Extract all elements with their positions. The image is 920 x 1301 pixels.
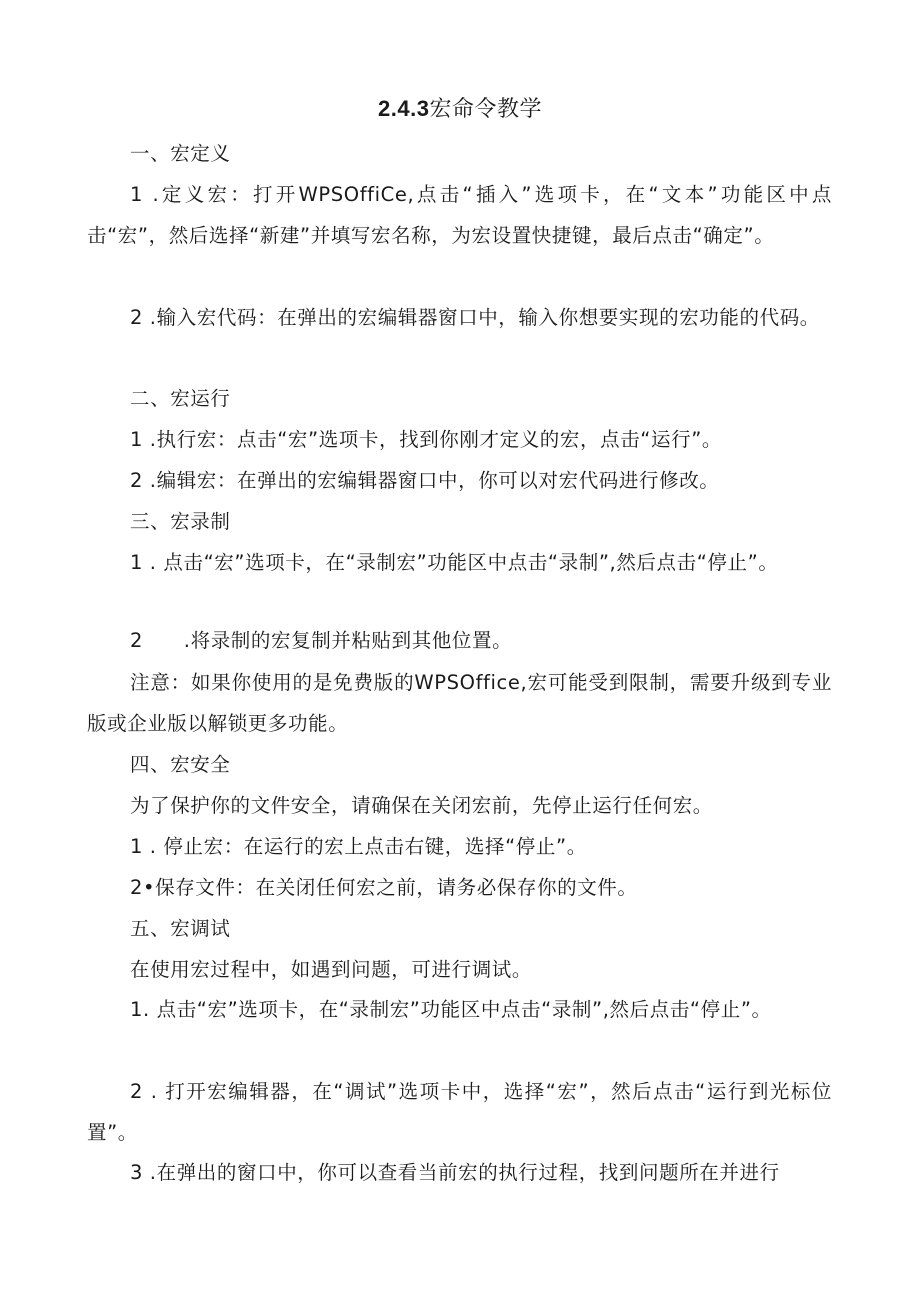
heading-section-5: 五、宏调试 [130,917,231,940]
paragraph-define-macro: 1 .定义宏：打开WPSOffiCe,点击“插入”选项卡，在“文本”功能区中点击“宏”，然后选择“新建”并填写宏名称，为宏设置快捷键，最后点击“确定”。 [87,183,832,247]
paragraph-record-step-2: 2 .将录制的宏复制并粘贴到其他位置。 [130,629,513,652]
paragraph-save-file: 2•保存文件：在关闭任何宏之前，请务必保存你的文件。 [130,876,638,899]
paragraph-run-macro: 1 .执行宏：点击“宏”选项卡，找到你刚才定义的宏，点击“运行”。 [130,428,723,451]
paragraph-input-code: 2 .输入宏代码：在弹出的宏编辑器窗口中，输入你想要实现的宏功能的代码。 [130,306,820,329]
document-title [0,94,920,125]
paragraph-debug-step-2: 2 . 打开宏编辑器，在“调试”选项卡中，选择“宏”，然后点击“运行到光标位置”。 [87,1080,832,1144]
paragraph-note: 注意：如果你使用的是免费版的WPSOffice,宏可能受到限制，需要升级到专业版或企业版以解锁更多功能。 [87,671,832,735]
paragraph-debug-step-1: 1. 点击“宏”选项卡，在“录制宏”功能区中点击“录制”,然后点击“停止”。 [130,998,772,1021]
paragraph-edit-macro: 2 .编辑宏：在弹出的宏编辑器窗口中，你可以对宏代码进行修改。 [130,469,720,492]
heading-section-2: 二、宏运行 [130,387,231,410]
heading-section-1: 一、宏定义 [130,142,231,165]
heading-section-3: 三、宏录制 [130,510,231,533]
paragraph-stop-macro: 1 . 停止宏：在运行的宏上点击右键，选择“停止”。 [130,835,587,858]
paragraph-debug-intro: 在使用宏过程中，如遇到问题，可进行调试。 [130,958,533,981]
paragraph-security-intro: 为了保护你的文件安全，请确保在关闭宏前，先停止运行任何宏。 [130,794,713,817]
paragraph-record-step-1: 1 . 点击“宏”选项卡，在“录制宏”功能区中点击“录制”,然后点击“停止”。 [130,551,779,574]
paragraph-debug-step-3: 3 .在弹出的窗口中，你可以查看当前宏的执行过程，找到问题所在并进行 [130,1161,780,1184]
title-number: 2.4.3 [378,96,430,121]
title-text: 宏命令教学 [429,97,542,122]
heading-section-4: 四、宏安全 [130,753,231,776]
